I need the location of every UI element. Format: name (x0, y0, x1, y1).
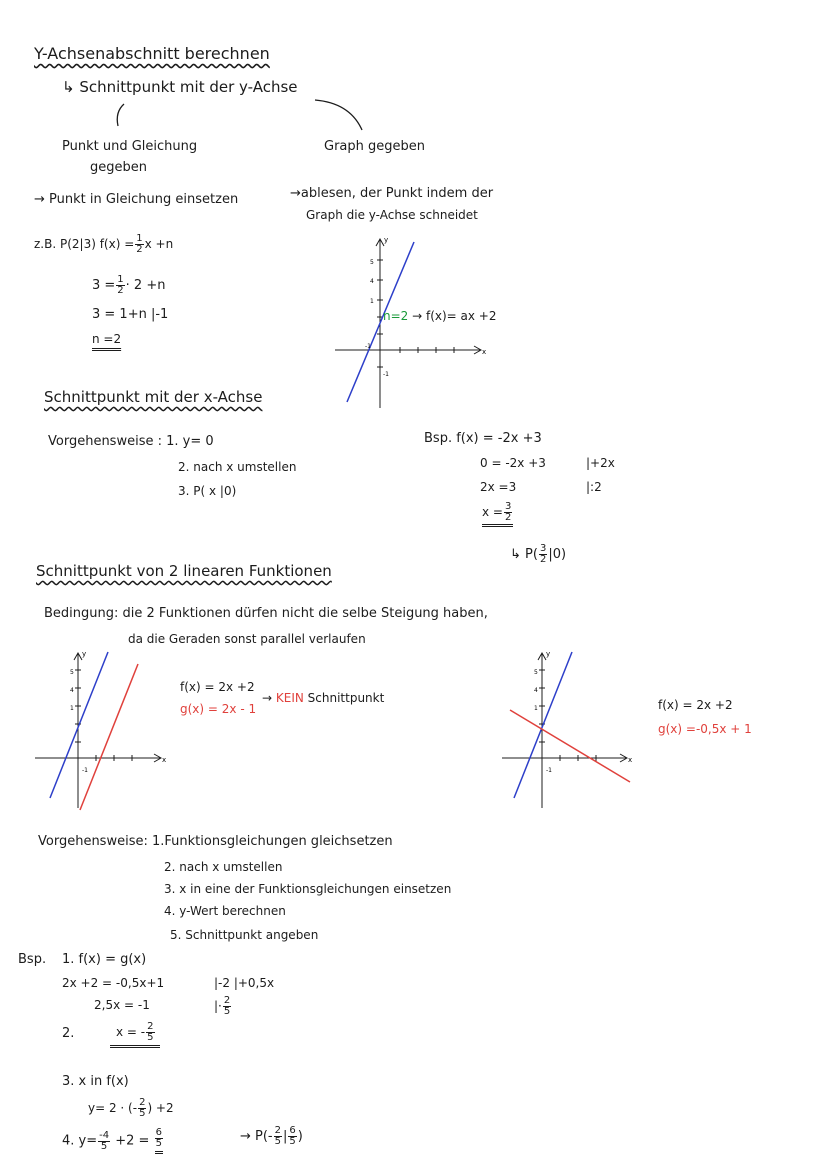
svg-text:4: 4 (370, 278, 374, 285)
function-f-2: f(x) = 2x +2 (658, 698, 733, 712)
line-f-intersecting (514, 652, 572, 798)
svg-text:-1: -1 (82, 767, 88, 774)
svg-text:5: 5 (370, 259, 374, 266)
annotation-f: → f(x)= ax +2 (408, 309, 497, 323)
example-line-3: x = $\frac{3}{2}$ (482, 502, 513, 527)
line-g-intersecting (510, 710, 633, 782)
example-line (34, 234, 173, 255)
approach2-step-2: 2. nach x umstellen (164, 860, 283, 874)
svg-text:-1: -1 (546, 767, 552, 774)
example-line-2: 2x =3 (480, 480, 517, 494)
example-op-1: |+2x (586, 456, 615, 470)
function-g-1: g(x) = 2x - 1 (180, 702, 257, 716)
condition-line-1: Bedingung: die 2 Funktionen dürfen nicht die selbe Steigung haben, (44, 606, 488, 621)
left-branch-title-2: gegeben (90, 160, 147, 175)
bsp-label: Bsp. (18, 952, 47, 967)
bsp-step-3: 3. x in f(x) (62, 1074, 129, 1089)
section-title-two-lines: Schnittpunkt von 2 linearen Funktionen (36, 562, 332, 580)
approach-label-2: Vorgehensweise: 1.Funktionsgleichungen gleichsetzen (38, 834, 393, 849)
equation-step-2: 3 = 1+n |-1 (92, 307, 169, 322)
right-branch-method-2: Graph die y-Achse schneidet (306, 208, 478, 222)
kein-highlight: KEIN (275, 691, 304, 705)
condition-line-2: da die Geraden sonst parallel verlaufen (128, 632, 366, 646)
svg-text:x: x (628, 756, 633, 764)
section-title-x-intercept: Schnittpunkt mit der x-Achse (44, 388, 263, 406)
example-title: Bsp. f(x) = -2x +3 (424, 431, 542, 446)
fraction-one-half: $\frac{1}{2}$ (136, 233, 143, 255)
line-g-parallel (80, 664, 138, 810)
equation-step-1: 3 = $\frac{1}{2}$ · 2 +n (92, 274, 166, 296)
annotation-n: n=2 (383, 309, 409, 323)
svg-text:-1: -1 (383, 371, 389, 378)
graph-annotation (383, 309, 497, 323)
right-branch-title: Graph gegeben (324, 139, 425, 154)
function-f-1: f(x) = 2x +2 (180, 680, 255, 694)
equation-result-n: n =2 (92, 332, 122, 346)
function-g-2: g(x) =-0,5x + 1 (658, 722, 752, 736)
y-axis-label: y (384, 236, 389, 244)
svg-text:1: 1 (534, 705, 538, 712)
example-line-1: 0 = -2x +3 (480, 456, 546, 470)
bsp-step-4: 4. y= $\frac{-4}{5}$ +2 = $\frac{6}{5}$ (62, 1128, 164, 1154)
bsp-step-2: 2. (62, 1026, 75, 1041)
approach2-step-4: 4. y-Wert berechnen (164, 904, 286, 918)
graph-parallel (30, 648, 180, 818)
svg-text:4: 4 (534, 687, 538, 694)
svg-text:4: 4 (70, 687, 74, 694)
bsp-line-3: x = - $\frac{2}{5}$ (110, 1022, 160, 1048)
bsp-line-2: 2,5x = -1 (94, 998, 150, 1012)
bsp-op-2: |· $\frac{2}{5}$ (214, 995, 231, 1017)
bsp-result: → P(- $\frac{2}{5}$ | $\frac{6}{5}$ ) (240, 1125, 303, 1147)
no-intersection-note: → KEIN Schnittpunkt (262, 691, 385, 705)
line-f-parallel (50, 652, 108, 798)
svg-text:1: 1 (370, 298, 374, 305)
bsp-op-1: |-2 |+0,5x (214, 976, 275, 990)
approach2-step-1: 1.Funktionsgleichungen gleichsetzen (152, 834, 393, 849)
approach-step-2: 2. nach x umstellen (178, 460, 297, 474)
svg-text:5: 5 (534, 669, 538, 676)
example-suffix: x +n (144, 237, 174, 251)
subtitle-y-axis-intersection: ↳ Schnittpunkt mit der y-Achse (62, 78, 298, 96)
example-op-2: |:2 (586, 480, 602, 494)
svg-text:y: y (546, 650, 551, 658)
svg-text:y: y (82, 650, 87, 658)
approach-label: Vorgehensweise : 1. y= 0 (48, 434, 214, 449)
left-branch-title: Punkt und Gleichung (62, 139, 198, 154)
example-prefix: z.B. P(2|3) f(x) = (34, 237, 135, 251)
approach2-step-5: 5. Schnittpunkt angeben (170, 928, 319, 942)
bsp-line-4: y= 2 · (- $\frac{2}{5}$ ) +2 (88, 1097, 174, 1119)
bsp-line-1: 2x +2 = -0,5x+1 (62, 976, 165, 990)
approach-step-1: 1. y= 0 (166, 434, 214, 449)
left-branch-method: → Punkt in Gleichung einsetzen (34, 192, 239, 207)
svg-text:x: x (162, 756, 167, 764)
svg-text:5: 5 (70, 669, 74, 676)
approach2-step-3: 3. x in eine der Funktionsgleichungen einsetzen (164, 882, 452, 896)
right-branch-method-1: →ablesen, der Punkt indem der (290, 186, 494, 201)
example-result: ↳ P( $\frac{3}{2}$ |0) (510, 543, 567, 565)
bsp-step-1: 1. f(x) = g(x) (62, 952, 147, 967)
section-title-y-intercept: Y-Achsenabschnitt berechnen (34, 44, 270, 63)
svg-text:-1: -1 (365, 343, 371, 350)
svg-text:1: 1 (70, 705, 74, 712)
approach-step-3: 3. P( x |0) (178, 484, 237, 498)
svg-text:x: x (482, 348, 487, 356)
graph-intersecting (498, 648, 648, 818)
